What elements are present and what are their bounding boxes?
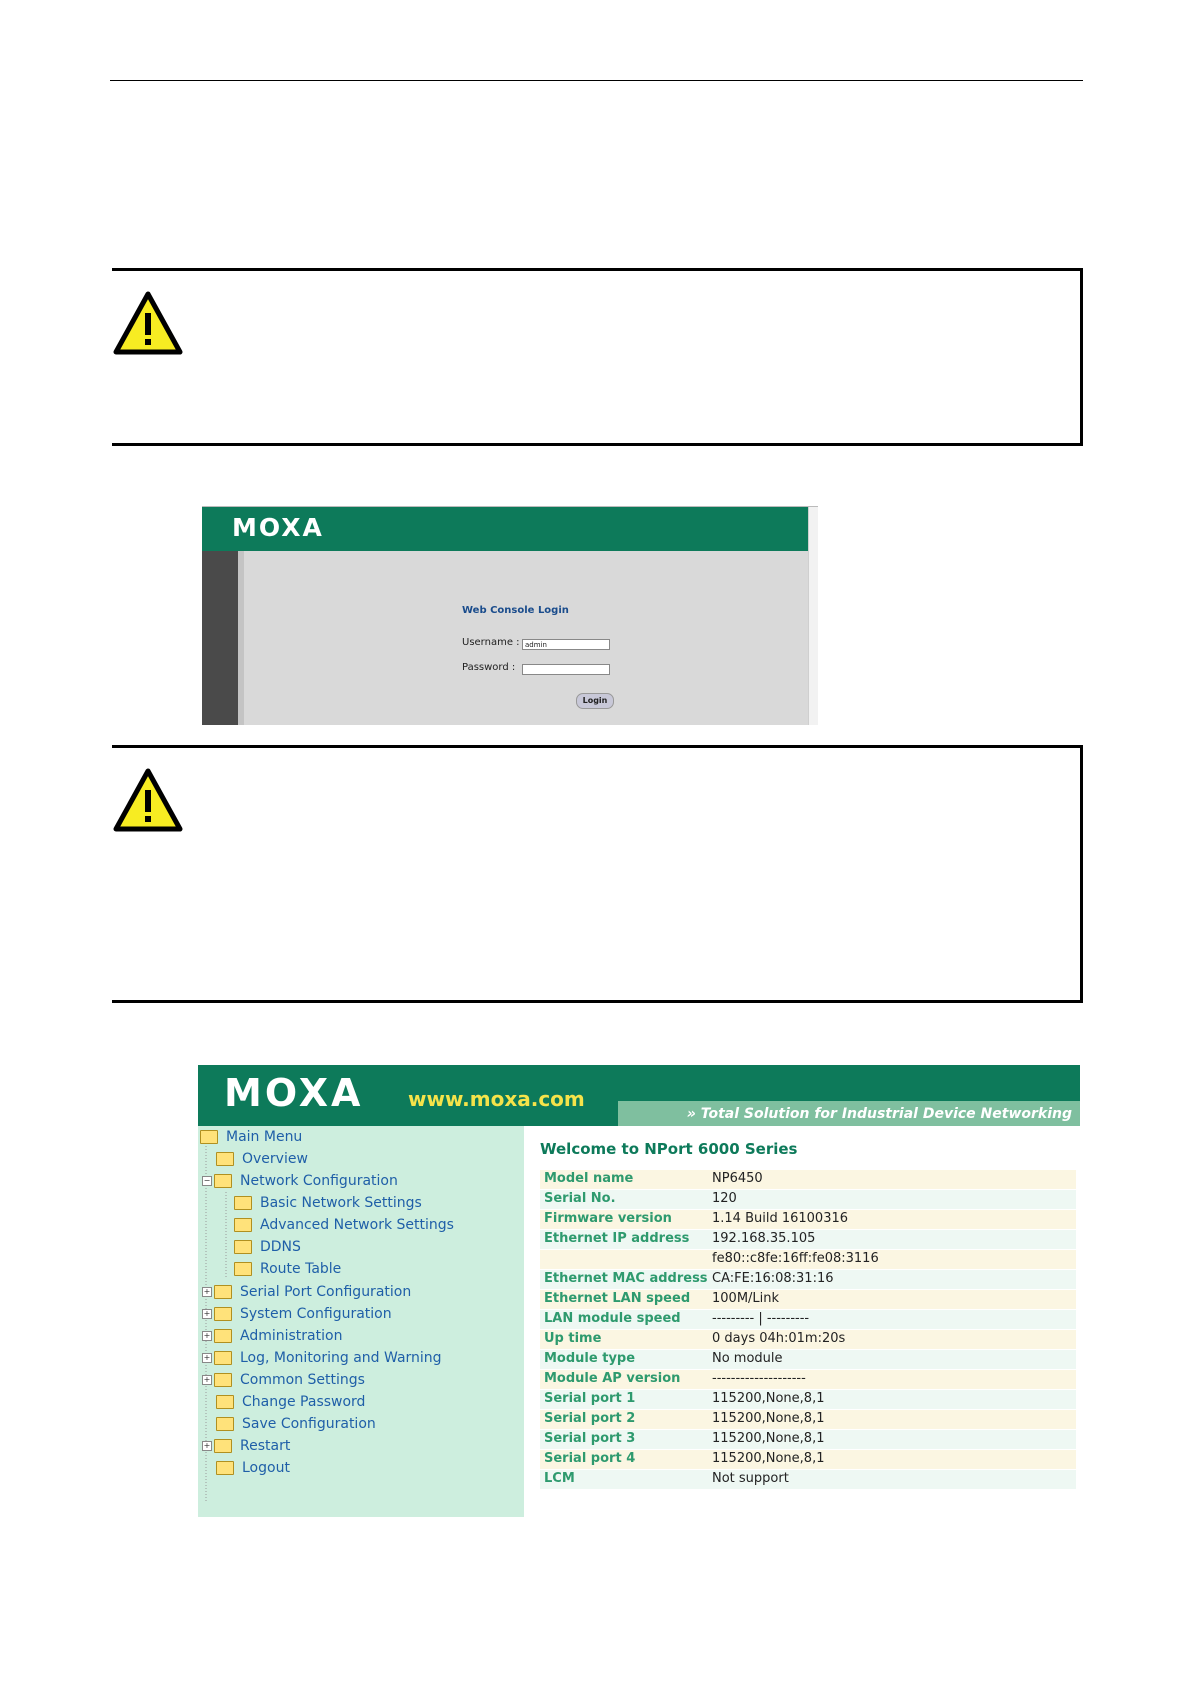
folder-icon	[214, 1351, 232, 1365]
login-screenshot	[202, 506, 818, 725]
info-row: Module AP version --------------------	[540, 1370, 1076, 1389]
folder-icon	[214, 1373, 232, 1387]
expand-icon[interactable]: +	[203, 1375, 211, 1384]
login-button[interactable]: Login	[576, 693, 614, 709]
warning-icon	[113, 291, 183, 355]
info-row: fe80::c8fe:16ff:fe08:3116	[540, 1250, 1076, 1269]
folder-icon	[234, 1262, 252, 1276]
menu-serial-port-configuration[interactable]: + Serial Port Configuration	[203, 1284, 412, 1300]
folder-icon	[234, 1240, 252, 1254]
folder-icon	[234, 1218, 252, 1232]
password-input[interactable]	[522, 664, 610, 675]
folder-icon	[216, 1417, 234, 1431]
info-row: Ethernet IP address 192.168.35.105	[540, 1230, 1076, 1249]
tagline: » Total Solution for Industrial Device Networking	[686, 1106, 1072, 1122]
info-row: Serial port 2 115200,None,8,1	[540, 1410, 1076, 1429]
info-row: Serial port 3 115200,None,8,1	[540, 1430, 1076, 1449]
menu-route-table[interactable]: Route Table	[234, 1261, 341, 1277]
folder-icon	[216, 1152, 234, 1166]
collapse-icon[interactable]: −	[203, 1176, 211, 1185]
info-row: LAN module speed --------- | ---------	[540, 1310, 1076, 1329]
menu-save-configuration[interactable]: Save Configuration	[216, 1416, 376, 1432]
menu-log-monitoring-warning[interactable]: + Log, Monitoring and Warning	[203, 1350, 442, 1366]
folder-icon	[214, 1307, 232, 1321]
folder-icon	[234, 1196, 252, 1210]
folder-icon	[214, 1329, 232, 1343]
login-left-bar-shade	[238, 551, 244, 725]
folder-icon	[216, 1461, 234, 1475]
menu-main-menu[interactable]: Main Menu	[200, 1129, 302, 1145]
menu-advanced-network-settings[interactable]: Advanced Network Settings	[234, 1217, 454, 1233]
expand-icon[interactable]: +	[203, 1309, 211, 1318]
menu-logout[interactable]: Logout	[216, 1460, 290, 1476]
info-row: Firmware version 1.14 Build 16100316	[540, 1210, 1076, 1229]
menu-network-configuration[interactable]: − Network Configuration	[203, 1173, 398, 1189]
tagline-text: Total Solution for Industrial Device Networking	[700, 1106, 1072, 1122]
expand-icon[interactable]: +	[203, 1331, 211, 1340]
overview-header	[198, 1065, 1080, 1126]
page-top-rule	[110, 80, 1083, 81]
folder-icon	[216, 1395, 234, 1409]
folder-open-icon	[200, 1130, 218, 1144]
info-row: Ethernet MAC address CA:FE:16:08:31:16	[540, 1270, 1076, 1289]
menu-administration[interactable]: + Administration	[203, 1328, 343, 1344]
moxa-logo: MOXA	[232, 513, 324, 542]
menu-restart[interactable]: + Restart	[203, 1438, 291, 1454]
folder-open-icon	[214, 1174, 232, 1188]
overview-screenshot	[198, 1065, 1080, 1517]
login-left-bar	[202, 551, 238, 725]
attention-box-1	[112, 268, 1083, 446]
moxa-logo: MOXA	[224, 1071, 364, 1115]
info-row: Ethernet LAN speed 100M/Link	[540, 1290, 1076, 1309]
info-row: Module type No module	[540, 1350, 1076, 1369]
info-row: Serial port 4 115200,None,8,1	[540, 1450, 1076, 1469]
username-label: Username :	[462, 637, 520, 648]
login-title: Web Console Login	[462, 605, 569, 616]
info-row: Serial No. 120	[540, 1190, 1076, 1209]
folder-icon	[214, 1439, 232, 1453]
menu-basic-network-settings[interactable]: Basic Network Settings	[234, 1195, 422, 1211]
info-row: LCM Not support	[540, 1470, 1076, 1489]
info-row: Serial port 1 115200,None,8,1	[540, 1390, 1076, 1409]
moxa-url: www.moxa.com	[408, 1087, 585, 1111]
expand-icon[interactable]: +	[203, 1441, 211, 1450]
info-row: Up time 0 days 04h:01m:20s	[540, 1330, 1076, 1349]
menu-overview[interactable]: Overview	[216, 1151, 308, 1167]
login-header	[202, 507, 808, 551]
menu-common-settings[interactable]: + Common Settings	[203, 1372, 365, 1388]
expand-icon[interactable]: +	[203, 1353, 211, 1362]
warning-icon	[113, 768, 183, 832]
menu-change-password[interactable]: Change Password	[216, 1394, 365, 1410]
password-label: Password :	[462, 662, 516, 673]
login-scrollbar[interactable]	[808, 507, 818, 725]
welcome-title: Welcome to NPort 6000 Series	[540, 1140, 798, 1158]
main-menu-sidebar	[198, 1126, 524, 1517]
menu-ddns[interactable]: DDNS	[234, 1239, 301, 1255]
overview-main	[524, 1126, 1080, 1517]
info-row: Model name NP6450	[540, 1170, 1076, 1189]
attention-box-2	[112, 745, 1083, 1003]
username-input[interactable]: admin	[522, 639, 610, 650]
menu-system-configuration[interactable]: + System Configuration	[203, 1306, 392, 1322]
expand-icon[interactable]: +	[203, 1287, 211, 1296]
folder-icon	[214, 1285, 232, 1299]
